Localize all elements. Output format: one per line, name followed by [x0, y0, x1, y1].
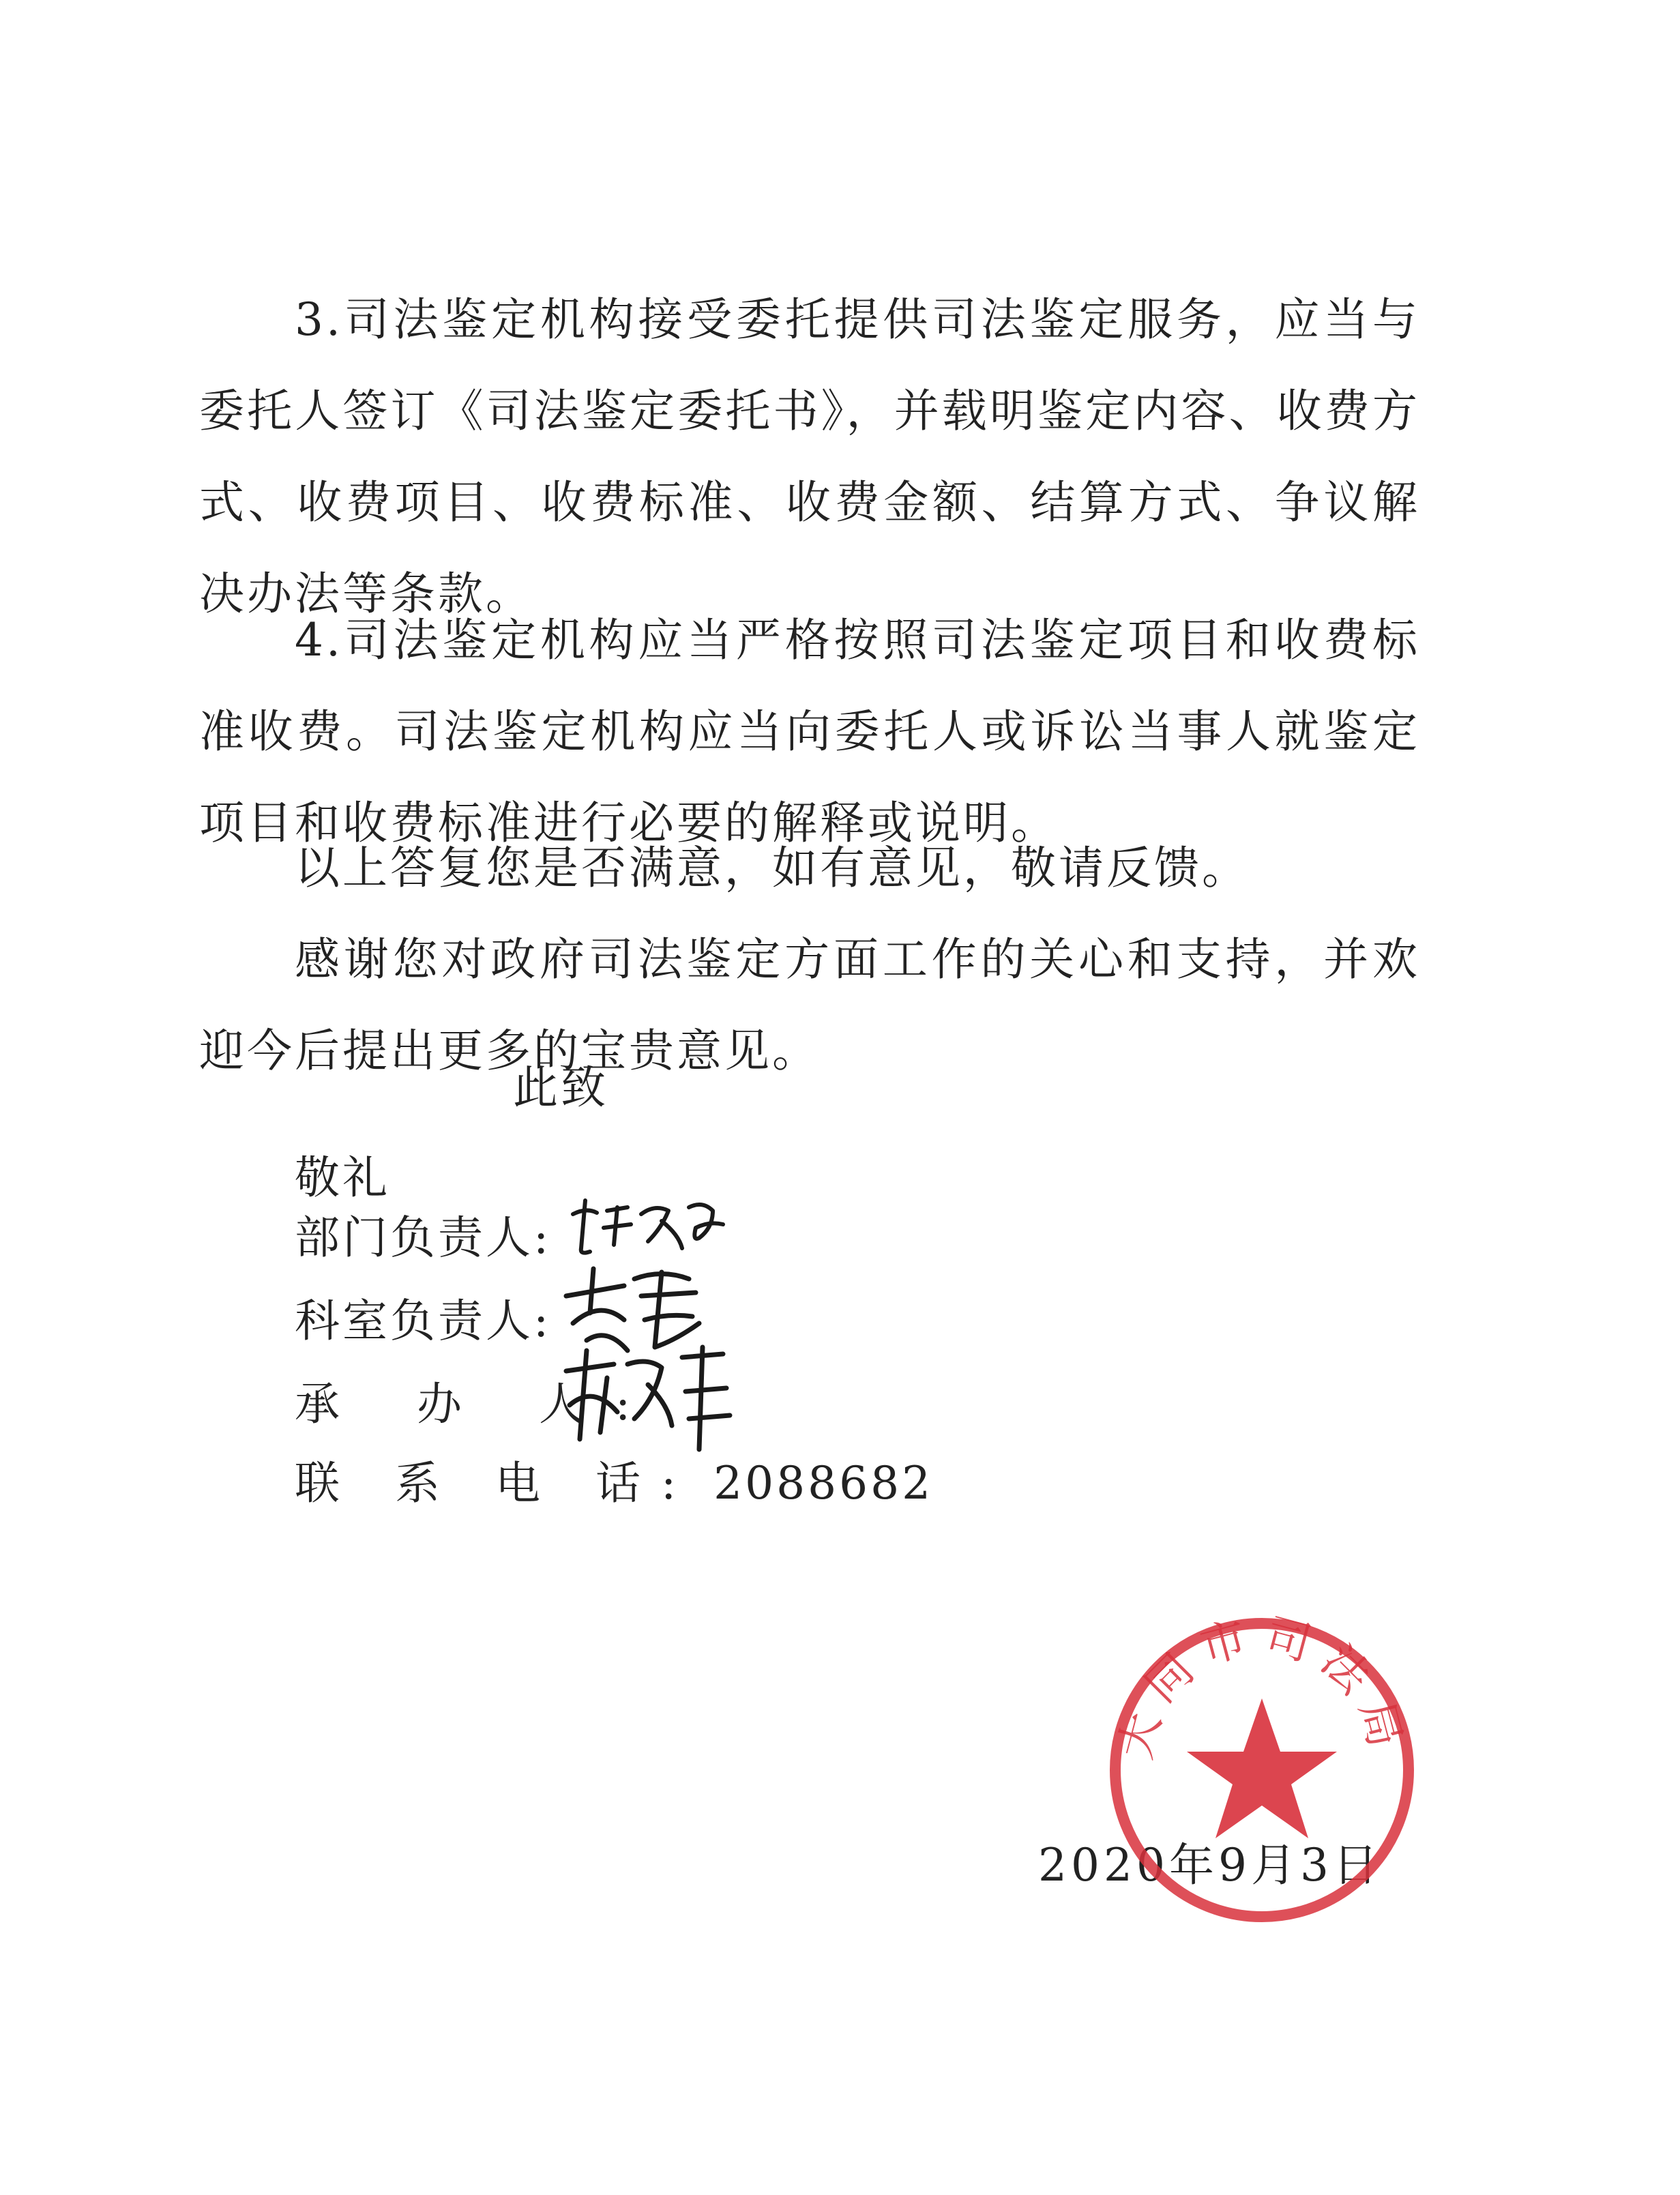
- phone-label: 联 系 电 话:: [295, 1457, 697, 1509]
- paragraph-feedback: 以上答复您是否满意，如有意见，敬请反馈。: [295, 842, 1250, 894]
- section-head-label: 科室负责人:: [295, 1295, 552, 1347]
- paragraph-item-3: 3.司法鉴定机构接受委托提供司法鉴定服务，应当与委托人签订《司法鉴定委托书》，并载明鉴定内容、收费方式、收费项目、收费标准、收费金额、结算方式、争议解决办法等条款。: [199, 293, 1420, 620]
- document-date: 2020年9月3日: [1038, 1839, 1382, 1891]
- dept-head-label: 部门负责人:: [295, 1211, 552, 1264]
- closing-jingli: 敬礼: [295, 1151, 390, 1204]
- handler-signature: [559, 1337, 737, 1453]
- phone-value: 2088682: [713, 1457, 934, 1509]
- dept-head-signature: [566, 1187, 730, 1262]
- svg-text:大同市司法局: 大同市司法局: [1108, 1610, 1415, 1765]
- official-seal-icon: [1102, 1610, 1422, 1930]
- paragraph-thanks: 感谢您对政府司法鉴定方面工作的关心和支持，并欢迎今后提出更多的宝贵意见。: [199, 933, 1420, 1077]
- handler-label: 承 办 人:: [295, 1378, 662, 1430]
- phone-line: [295, 1453, 933, 1514]
- paragraph-item-4: 4.司法鉴定机构应当严格按照司法鉴定项目和收费标准收费。司法鉴定机构应当向委托人或诉讼当事人就鉴定项目和收费标准进行必要的解释或说明。: [199, 614, 1420, 849]
- closing-cizhi: 此致: [513, 1061, 608, 1114]
